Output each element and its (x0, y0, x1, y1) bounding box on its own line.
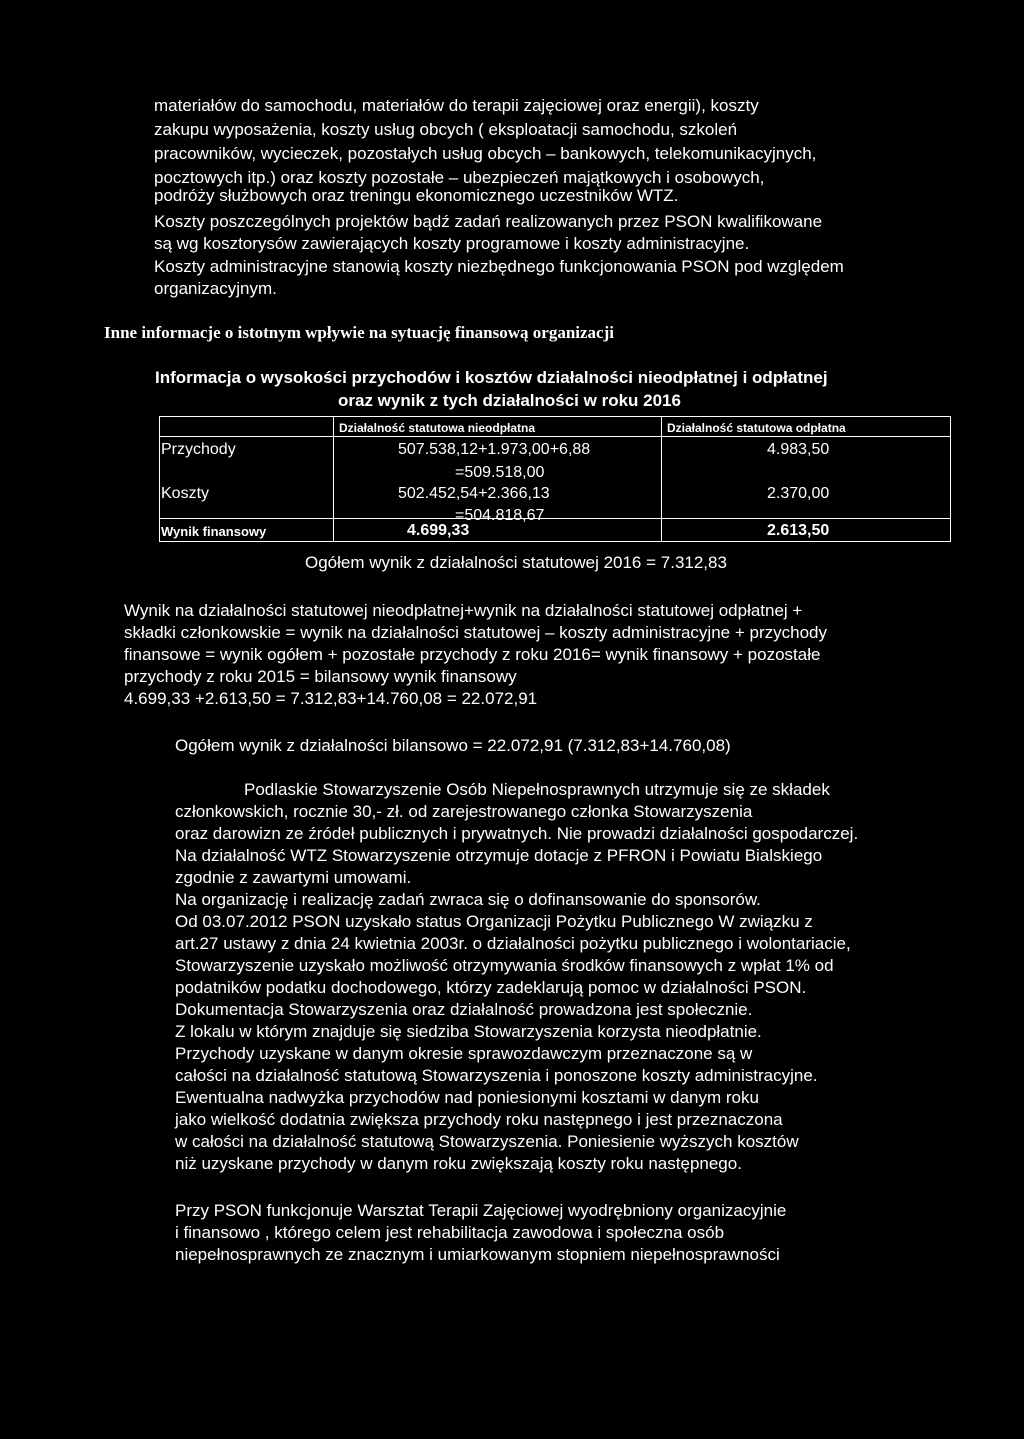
table-title: Informacja o wysokości przychodów i kosztów działalności nieodpłatnej i odpłatnej (155, 368, 828, 387)
income-cost-table (159, 416, 951, 542)
org-line: w całości na działalność statutową Stowarzyszenia. Poniesienie wyższych kosztów (175, 1132, 799, 1151)
section-heading: Inne informacje o istotnym wpływie na sytuację finansową organizacji (104, 323, 614, 342)
org-line: Przychody uzyskane w danym okresie sprawozdawczym przeznaczone są w (175, 1044, 753, 1063)
org-line: oraz darowizn ze źródeł publicznych i prywatnych. Nie prowadzi działalności gospodarczej. (175, 824, 859, 843)
table-border-top (159, 416, 951, 417)
table-col-divider (661, 416, 662, 542)
costs-paid: 2.370,00 (767, 485, 830, 502)
intro-line: materiałów do samochodu, materiałów do terapii zajęciowej oraz energii), koszty (154, 96, 759, 115)
column-header-unpaid: Działalność statutowa nieodpłatna (339, 421, 536, 435)
org-line: Ewentualna nadwyżka przychodów nad poniesionymi kosztami w danym roku (175, 1088, 759, 1107)
formula-line: 4.699,33 +2.613,50 = 7.312,83+14.760,08 = 22.072,91 (124, 689, 538, 708)
intro-line: pracowników, wycieczek, pozostałych usług obcych – bankowych, telekomunikacyjnych, (154, 144, 817, 163)
column-header-paid: Działalność statutowa odpłatna (667, 421, 846, 435)
intro-line: są wg kosztorysów zawierających koszty programowe i koszty administracyjne. (154, 234, 750, 253)
revenue-paid: 4.983,50 (767, 441, 830, 458)
costs-unpaid-formula: 502.452,54+2.366,13 (398, 485, 550, 502)
table-subtitle: oraz wynik z tych działalności w roku 2016 (338, 391, 681, 410)
org-line: zgodnie z zawartymi umowami. (175, 868, 412, 887)
result-paid: 2.613,50 (767, 522, 830, 539)
costs-unpaid-total: =504.818,67 (455, 507, 545, 524)
formula-line: składki członkowskie = wynik na działalności statutowej – koszty administracyjne + przychody (124, 623, 827, 642)
table-border-bottom (159, 541, 951, 542)
org-line: Dokumentacja Stowarzyszenia oraz działalność prowadzona jest społecznie. (175, 1000, 753, 1019)
wtz-line: i finansowo , którego celem jest rehabilitacja zawodowa i społeczna osób (175, 1223, 725, 1242)
table-result-divider (159, 518, 951, 519)
org-line: Stowarzyszenie uzyskało możliwość otrzymywania środków finansowych z wpłat 1% od (175, 956, 834, 975)
org-line: art.27 ustawy z dnia 24 kwietnia 2003r. o działalności pożytku publicznego i wolontariacie, (175, 934, 851, 953)
wtz-line: niepełnosprawnych ze znacznym i umiarkowanym stopniem niepełnosprawności (175, 1245, 780, 1264)
org-line: Na organizację i realizację zadań zwraca się o dofinansowanie do sponsorów. (175, 890, 761, 909)
table-col-divider (333, 416, 334, 542)
row-label-revenue: Przychody (161, 441, 236, 458)
revenue-unpaid-total: =509.518,00 (455, 464, 545, 481)
org-line: jako wielkość dodatnia zwiększa przychody roku następnego i jest przeznaczona (175, 1110, 783, 1129)
balance-total: Ogółem wynik z działalności bilansowo = 22.072,91 (7.312,83+14.760,08) (175, 736, 731, 755)
intro-line: organizacyjnym. (154, 279, 277, 298)
formula-line: finansowe = wynik ogółem + pozostałe przychody z roku 2016= wynik finansowy + pozostałe (124, 645, 821, 664)
intro-line: pocztowych itp.) oraz koszty pozostałe – ubezpieczeń majątkowych i osobowych, (154, 168, 765, 187)
org-line: niż uzyskane przychody w danym roku zwiększają koszty roku następnego. (175, 1154, 742, 1173)
table-border-left (159, 416, 160, 542)
table-border-right (950, 416, 951, 542)
org-line: całości na działalność statutową Stowarzyszenia i ponoszone koszty administracyjne. (175, 1066, 818, 1085)
row-label-costs: Koszty (161, 485, 210, 502)
intro-line: zakupu wyposażenia, koszty usług obcych ( eksploatacji samochodu, szkoleń (154, 120, 738, 139)
intro-line: Koszty poszczególnych projektów bądź zadań realizowanych przez PSON kwalifikowane (154, 212, 823, 231)
wtz-line: Przy PSON funkcjonuje Warsztat Terapii Zajęciowej wyodrębniony organizacyjnie (175, 1201, 787, 1220)
org-line: podatników podatku dochodowego, którzy zadeklarują pomoc w działalności PSON. (175, 978, 807, 997)
formula-line: przychody z roku 2015 = bilansowy wynik finansowy (124, 667, 517, 686)
org-line: Od 03.07.2012 PSON uzyskało status Organizacji Pożytku Publicznego W związku z (175, 912, 813, 931)
org-line: Podlaskie Stowarzyszenie Osób Niepełnosprawnych utrzymuje się ze składek (244, 780, 830, 799)
org-line: Z lokalu w którym znajduje się siedziba Stowarzyszenia korzysta nieodpłatnie. (175, 1022, 762, 1041)
statutory-total: Ogółem wynik z działalności statutowej 2016 = 7.312,83 (305, 553, 727, 572)
formula-line: Wynik na działalności statutowej nieodpłatnej+wynik na działalności statutowej odpłatnej + (124, 601, 803, 620)
intro-line: Koszty administracyjne stanowią koszty niezbędnego funkcjonowania PSON pod względem (154, 257, 844, 276)
result-unpaid: 4.699,33 (407, 522, 470, 539)
revenue-unpaid-formula: 507.538,12+1.973,00+6,88 (398, 441, 591, 458)
intro-line: podróży służbowych oraz treningu ekonomicznego uczestników WTZ. (154, 186, 679, 205)
row-label-result: Wynik finansowy (161, 524, 267, 539)
org-line: Na działalność WTZ Stowarzyszenie otrzymuje dotacje z PFRON i Powiatu Bialskiego (175, 846, 823, 865)
org-line: członkowskich, rocznie 30,- zł. od zarejestrowanego członka Stowarzyszenia (175, 802, 753, 821)
